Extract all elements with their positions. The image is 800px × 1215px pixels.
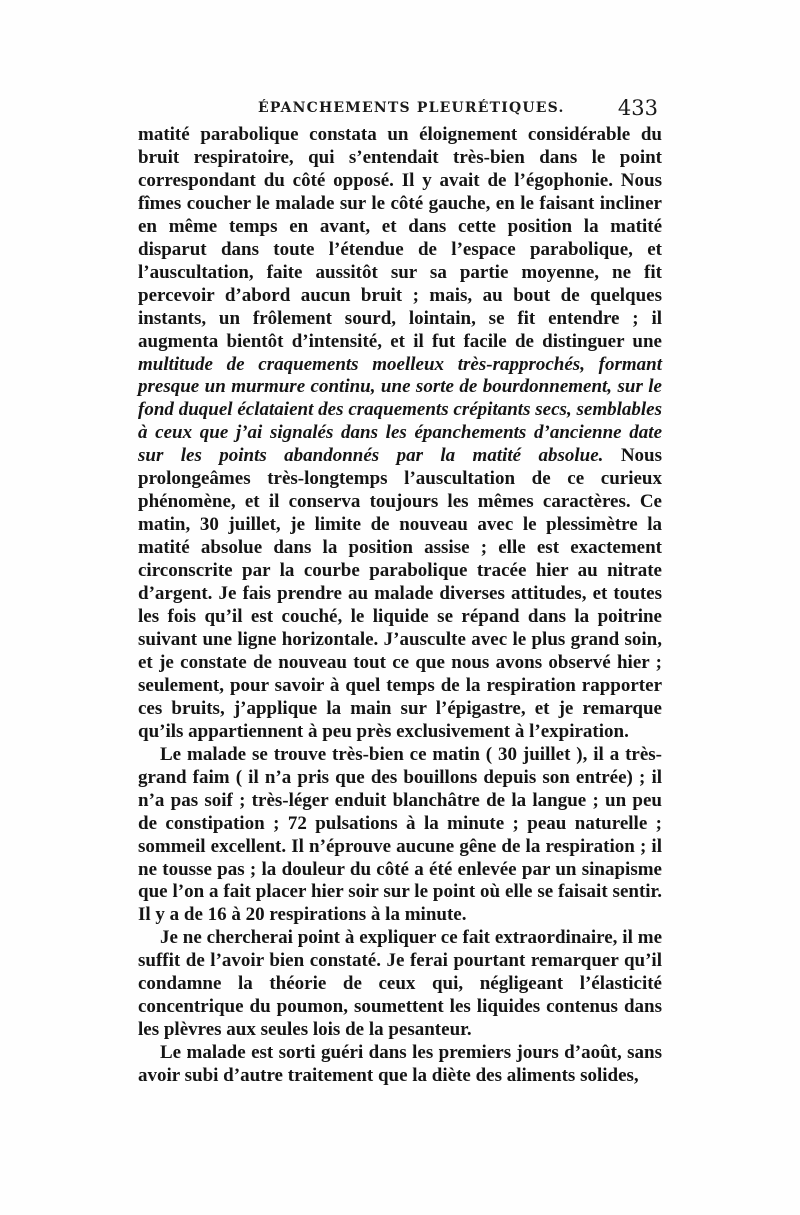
page-header	[138, 98, 660, 124]
paragraph-1-text: matité parabolique constata un éloignement considérable du bruit respiratoire, qui s’entendait très-bien dans le point correspondant du côté opposé. Il y avait de l’égophonie. Nous fîmes coucher le malade sur le côté gauche, en le faisant incliner en même temps en avant, et dans cette position la matité disparut dans toute l’étendue de l’espace parabolique, et l’auscultation, faite aussitôt sur sa partie moyenne, ne fit percevoir d’abord aucun bruit ; mais, au bout de quelques instants, un frôlement sourd, lointain, se fit entendre ; il augmenta bientôt d’intensité, et il fut facile de distinguer une	[138, 124, 662, 352]
paragraph-3	[138, 927, 662, 1042]
page-number: 433	[617, 96, 658, 120]
paragraph-2-text: Le malade se trouve très-bien ce matin ( 30 juillet ), il a très-grand faim ( il n’a pris que des bouillons depuis son entrée) ; il n’a pas soif ; très-léger enduit blanchâtre de la langue ; un peu de constipation ; 72 pulsations à la minute ; peau naturelle ; sommeil excellent. Il n’éprouve aucune gêne de la respiration ; il ne tousse pas ; la douleur du côté a été enlevée par un sinapisme que l’on a fait placer hier soir sur le point où elle se faisait sentir. Il y a de 16 à 20 respirations à la minute.	[138, 743, 662, 926]
paragraph-3-text: Je ne chercherai point à expliquer ce fait extraordinaire, il me suffit de l’avoir bien constaté. Je ferai pourtant remarquer qu’il condamne la théorie de ceux qui, négligeant l’élasticité concentrique du poumon, soumettent les liquides contenus dans les plèvres aux seules lois de la pesanteur.	[138, 927, 662, 1041]
running-title: ÉPANCHEMENTS PLEURÉTIQUES.	[258, 100, 565, 116]
paragraph-4	[138, 1042, 662, 1088]
paragraph-4-text: Le malade est sorti guéri dans les premiers jours d’août, sans avoir subi d’autre traitement que la diète des aliments solides,	[138, 1042, 662, 1087]
paragraph-1	[138, 124, 662, 744]
paragraph-1-italic-passage: multitude de craquements moelleux très-rapprochés, formant presque un murmure continu, une sorte de bourdonnement, sur le fond duquel éclataient des craquements crépitants secs, semblables à ceux que j’ai signalés dans les épanchements d’ancienne date sur les points abandonnés par la matité absolue.	[138, 353, 662, 467]
paragraph-1-text-continued: Nous prolongeâmes très-longtemps l’auscultation de ce curieux phénomène, et il conserva toujours les mêmes caractères. Ce matin, 30 juillet, je limite de nouveau avec le plessimètre la matité absolue dans la position assise ; elle est exactement circonscrite par la courbe parabolique tracée hier au nitrate d’argent. Je fais prendre au malade diverses attitudes, et toutes les fois qu’il est couché, le liquide se répand dans la poitrine suivant une ligne horizontale. J’ausculte avec le plus grand soin, et je constate de nouveau tout ce que nous avons observé hier ; seulement, pour savoir à quel temps de la respiration rapporter ces bruits, j’applique la main sur l’épigastre, et je remarque qu’ils appartiennent à peu près exclusivement à l’expiration.	[138, 445, 663, 742]
paragraph-2	[138, 744, 662, 928]
body-text	[138, 124, 662, 1088]
